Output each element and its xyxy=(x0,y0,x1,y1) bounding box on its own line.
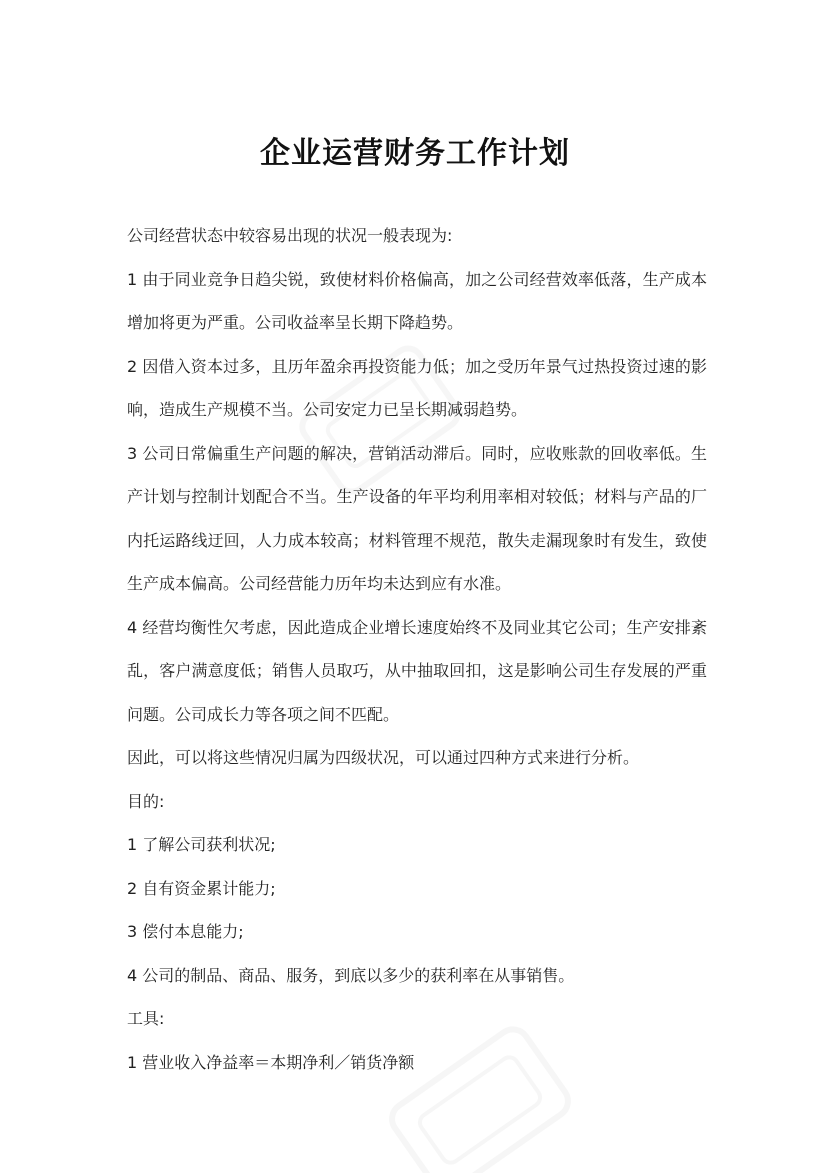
intro-paragraph: 公司经营状态中较容易出现的状况一般表现为: xyxy=(127,226,453,245)
issue-paragraph-2: 2 因借入资本过多，且历年盈余再投资能力低；加之受历年景气过热投资过速的影响，造成生产规模不当。公司安定力已呈长期减弱趋势。 xyxy=(127,356,707,419)
document-body xyxy=(127,214,707,1084)
issue-paragraph-4: 4 经营均衡性欠考虑，因此造成企业增长速度始终不及同业其它公司；生产安排紊乱，客户满意度低；销售人员取巧，从中抽取回扣，这是影响公司生存发展的严重问题。公司成长力等各项之间不匹配。 xyxy=(127,617,707,724)
purpose-item-3: 3 偿付本息能力; xyxy=(127,922,244,941)
purpose-item-4: 4 公司的制品、商品、服务，到底以多少的获利率在从事销售。 xyxy=(127,965,575,985)
issue-paragraph-3: 3 公司日常偏重生产问题的解决，营销活动滞后。同时，应收账款的回收率低。生产计划与控制计划配合不当。生产设备的年平均利用率相对较低；材料与产品的厂内托运路线迂回，人力成本较高；材料管理不规范，散失走漏现象时有发生，致使生产成本偏高。公司经营能力历年均未达到应有水准。 xyxy=(127,443,707,593)
purpose-heading: 目的: xyxy=(127,791,165,811)
page-title: 企业运营财务工作计划 xyxy=(260,136,570,172)
purpose-item-2: 2 自有资金累计能力; xyxy=(127,878,276,898)
tools-item-1: 1 营业收入净益率＝本期净利／销货净额 xyxy=(127,1052,415,1072)
tools-heading: 工具: xyxy=(127,1009,165,1028)
issue-paragraph-1: 1 由于同业竞争日趋尖锐，致使材料价格偏高，加之公司经营效率低落，生产成本增加将更为严重。公司收益率呈长期下降趋势。 xyxy=(127,269,707,332)
purpose-item-1: 1 了解公司获利状况; xyxy=(127,835,276,854)
conclusion-paragraph: 因此，可以将这些情况归属为四级状况，可以通过四种方式来进行分析。 xyxy=(127,748,640,767)
